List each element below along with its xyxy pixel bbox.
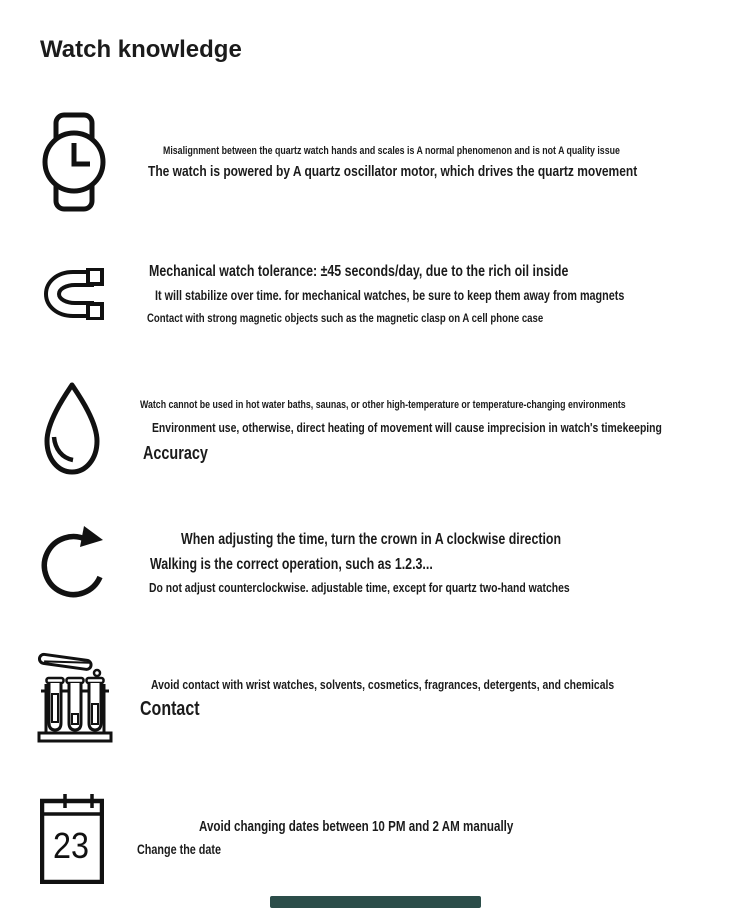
quartz-power-text: The watch is powered by A quartz oscillator motor, which drives the quartz movement [148,163,638,180]
magnet-contact-note: Contact with strong magnetic objects such as the magnetic clasp on A cell phone case [147,311,544,325]
change-date-label: Change the date [137,842,222,857]
counterclockwise-note: Do not adjust counterclockwise. adjustable time, except for quartz two-hand watches [149,580,570,595]
water-drop-icon [40,380,104,478]
crown-clockwise-heading: When adjusting the time, turn the crown in A clockwise direction [181,531,562,548]
page-title: Watch knowledge [40,36,242,63]
calendar-icon [40,790,104,884]
magnet-icon [42,268,106,320]
hot-water-note: Watch cannot be used in hot water baths, saunas, or other high-temperature or temperature-changing environments [140,399,626,411]
test-tubes-icon [37,650,113,744]
wristwatch-icon [42,112,106,212]
date-change-heading: Avoid changing dates between 10 PM and 2 AM manually [199,819,514,835]
walking-operation-text: Walking is the correct operation, such as 1.2.3... [150,556,433,573]
bottom-bar [270,896,481,908]
contact-heading: Contact [140,698,200,720]
calendar-day-number: 23 [53,825,89,866]
quartz-misalignment-note: Misalignment between the quartz watch hands and scales is A normal phenomenon and is not A quality issue [163,145,620,157]
chemicals-note: Avoid contact with wrist watches, solvents, cosmetics, fragrances, detergents, and chemicals [151,677,615,692]
magnet-stabilize-text: It will stabilize over time. for mechanical watches, be sure to keep them away from magnets [155,288,625,303]
environment-note: Environment use, otherwise, direct heating of movement will cause imprecision in watch's timekeeping [152,420,662,435]
clockwise-arrow-icon [40,523,110,607]
tolerance-heading: Mechanical watch tolerance: ±45 seconds/day, due to the rich oil inside [149,263,569,280]
accuracy-heading: Accuracy [143,443,208,463]
